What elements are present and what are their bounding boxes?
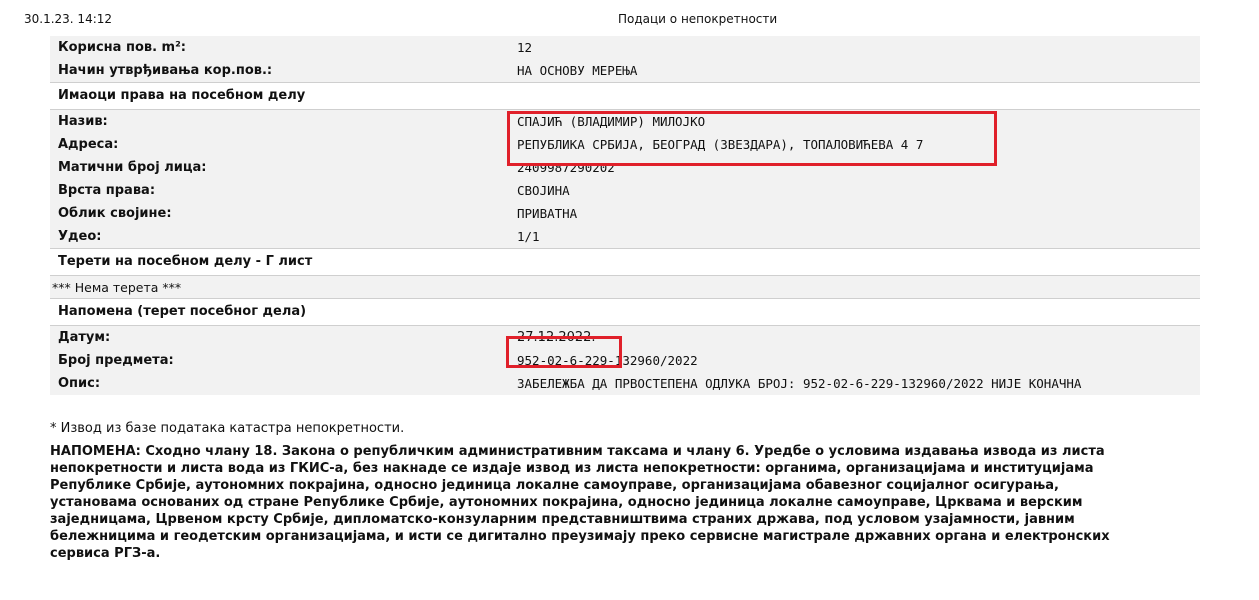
remark-date-row <box>50 326 1200 349</box>
no-burdens-row <box>50 276 1200 298</box>
ownership-form-label: Облик својине: <box>58 206 172 221</box>
property-record <box>50 36 1200 395</box>
burdens-section-title: Терети на посебном делу - Г лист <box>58 254 313 269</box>
no-burdens-text: *** Нема терета *** <box>52 280 182 295</box>
measurement-method-value: НА ОСНОВУ МЕРЕЊА <box>517 63 638 78</box>
description-row <box>50 372 1200 395</box>
right-type-value: СВОЈИНА <box>517 183 570 198</box>
owner-name-value: СПАЈИЋ (ВЛАДИМИР) МИЛОЈКО <box>517 114 706 129</box>
owner-address-label: Адреса: <box>58 137 119 152</box>
note-line: заједницама, Црвеном крсту Србије, дипломатско-конзуларним представништвима страних држава, под условом узајамности, јавним <box>50 512 1075 527</box>
remark-date-value: 27.12.2022. <box>517 330 596 345</box>
measurement-method-row <box>50 59 1200 82</box>
legal-note <box>50 443 1190 562</box>
right-type-label: Врста права: <box>58 183 156 198</box>
share-row <box>50 225 1200 248</box>
owners-section-title: Имаоци права на посебном делу <box>58 88 306 103</box>
useful-area-row <box>50 36 1200 59</box>
owner-name-label: Назив: <box>58 114 108 129</box>
date-highlight-box <box>506 336 622 368</box>
owner-id-value: 2409987290202 <box>517 160 615 175</box>
page-header <box>0 12 1259 30</box>
ownership-form-value: ПРИВАТНА <box>517 206 578 221</box>
ownership-form-row <box>50 202 1200 225</box>
useful-area-label: Корисна пов. m²: <box>58 40 187 55</box>
case-number-value: 952-02-6-229-132960/2022 <box>517 353 698 368</box>
useful-area-value: 12 <box>517 40 533 55</box>
note-line: Републике Србије, аутономних покрајина, односно јединица локалне самоуправе, организацијама обавезног социјалног осигурања, <box>50 478 1059 493</box>
owner-address-value: РЕПУБЛИКА СРБИЈА, БЕОГРАД (ЗВЕЗДАРА), ТОПАЛОВИЋЕВА 4 7 <box>517 137 924 152</box>
case-number-label: Број предмета: <box>58 353 174 368</box>
owners-section-header <box>50 82 1200 110</box>
share-value: 1/1 <box>517 229 540 244</box>
owner-highlight-box <box>507 111 997 166</box>
note-line: бележницима и геодетским организацијама, и исти се дигитално преузимају преко сервисне магистрале државних органа и електронских <box>50 529 1110 544</box>
description-label: Опис: <box>58 376 101 391</box>
measurement-method-label: Начин утврђивања кор.пов.: <box>58 63 273 78</box>
description-value: ЗАБЕЛЕЖБА ДА ПРВОСТЕПЕНА ОДЛУКА БРОЈ: 952-02-6-229-132960/2022 НИЈЕ КОНАЧНА <box>517 376 1082 391</box>
note-line: непокретности и листа вода из ГКИС-а, без накнаде се издаје извод из листа непокретности: органима, организацијама и институцијама <box>50 461 1094 476</box>
remark-date-label: Датум: <box>58 330 111 345</box>
right-type-row <box>50 179 1200 202</box>
note-line: установама основаних од стране Републике Србије, аутономних покрајина, односно јединица локалне самоуправе, Црквама и верским <box>50 495 1083 510</box>
note-line: НАПОМЕНА: Сходно члану 18. Закона о републичким административним таксама и члану 6. Уредбе о условима издавања извода из листа <box>50 444 1105 459</box>
document-title: Подаци о непокретности <box>618 12 778 26</box>
remark-section-title: Напомена (терет посебног дела) <box>58 304 307 319</box>
share-label: Удео: <box>58 229 102 244</box>
remark-section-header <box>50 298 1200 326</box>
burdens-section-header <box>50 248 1200 276</box>
print-timestamp: 30.1.23. 14:12 <box>24 12 113 26</box>
owner-id-label: Матични број лица: <box>58 160 207 175</box>
note-line: сервиса РГЗ-а. <box>50 546 161 561</box>
database-footnote: * Извод из базе података катастра непокретности. <box>50 421 405 436</box>
case-number-row <box>50 349 1200 372</box>
